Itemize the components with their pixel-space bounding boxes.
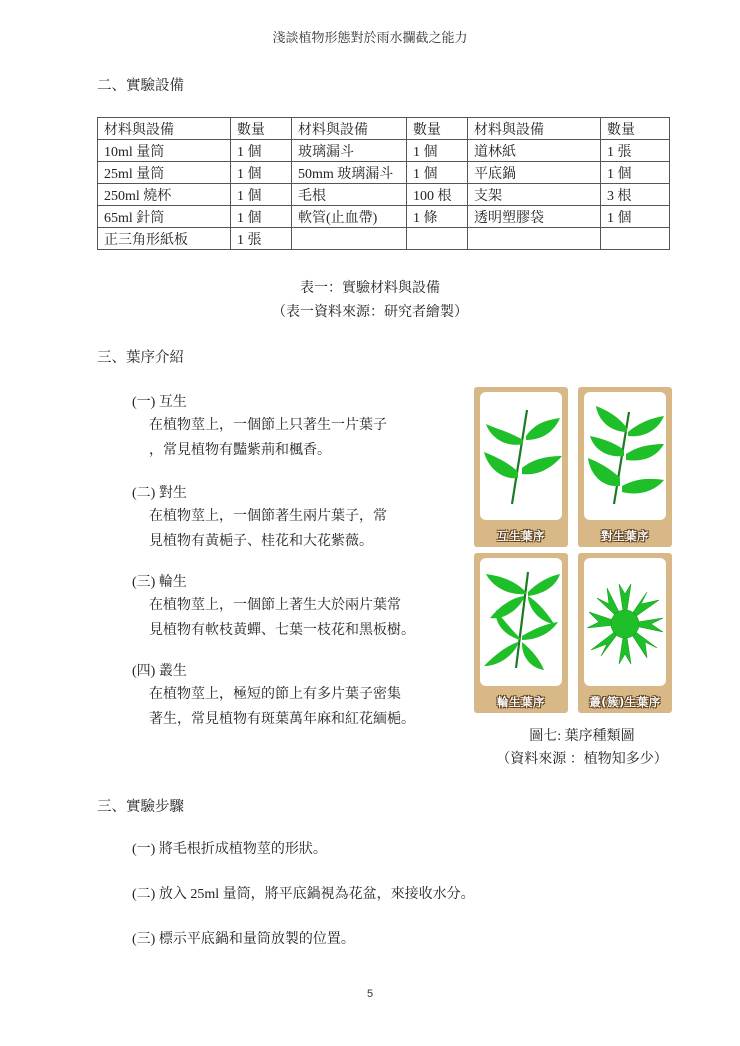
table-cell: 玻璃漏斗 xyxy=(292,140,407,162)
card-whorled-phyllotaxy xyxy=(474,553,568,713)
table-cell xyxy=(292,228,407,250)
table-row xyxy=(98,162,670,184)
table-row xyxy=(98,228,670,250)
phyllotaxy-item-clustered xyxy=(132,660,415,732)
card-opposite-phyllotaxy xyxy=(578,387,672,547)
table-cell: 1 張 xyxy=(231,228,292,250)
table-row xyxy=(98,140,670,162)
table-cell: 1 個 xyxy=(601,206,670,228)
item-title: (三) 輪生 xyxy=(132,575,187,590)
table-cell: 支架 xyxy=(468,184,601,206)
table-row xyxy=(98,184,670,206)
card-label: 輪生葉序 xyxy=(497,695,545,709)
item-title: (四) 叢生 xyxy=(132,664,187,679)
card-alternate-phyllotaxy xyxy=(474,387,568,547)
table-header-cell: 數量 xyxy=(231,118,292,140)
item-line: 在植物莖上，一個節上只著生一片葉子 xyxy=(149,418,387,433)
item-body xyxy=(149,504,387,554)
figure-source: （資料來源 ：植物知多少） xyxy=(496,752,668,767)
table-cell: 10ml 量筒 xyxy=(98,140,231,162)
item-body xyxy=(149,682,415,732)
item-line: 在植物莖上，極短的節上有多片葉子密集 xyxy=(149,687,401,702)
table-cell: 50mm 玻璃漏斗 xyxy=(292,162,407,184)
figure-caption: 圖七: 葉序種類圖 xyxy=(529,729,635,744)
table-header-cell: 材料與設備 xyxy=(292,118,407,140)
item-line: ，常見植物有豔紫荊和楓香。 xyxy=(149,443,331,458)
table-cell: 毛根 xyxy=(292,184,407,206)
step-item: (一) 將毛根折成植物莖的形狀。 xyxy=(132,842,327,857)
item-title: (二) 對生 xyxy=(132,486,187,501)
table-header-cell: 數量 xyxy=(601,118,670,140)
table-cell: 平底鍋 xyxy=(468,162,601,184)
table-cell: 1 個 xyxy=(231,184,292,206)
table-cell: 1 條 xyxy=(407,206,468,228)
item-line: 見植物有黃梔子、桂花和大花紫薇。 xyxy=(149,534,373,549)
table-cell: 1 個 xyxy=(231,140,292,162)
alternate-leaf-icon xyxy=(480,392,562,520)
table-row xyxy=(98,206,670,228)
running-header: 淺談植物形態對於雨水攔截之能力 xyxy=(272,30,468,45)
item-line: 在植物莖上，一個節著生兩片葉子，常 xyxy=(149,509,387,524)
table-cell: 1 個 xyxy=(231,162,292,184)
item-title: (一) 互生 xyxy=(132,395,187,410)
phyllotaxy-item-alternate xyxy=(132,391,387,463)
card-label: 叢(簇)生葉序 xyxy=(589,695,661,709)
table-cell: 軟管(止血帶) xyxy=(292,206,407,228)
step-item: (二) 放入 25ml 量筒，將平底鍋視為花盆，來接收水分。 xyxy=(132,887,475,902)
table-header-cell: 材料與設備 xyxy=(468,118,601,140)
table-cell xyxy=(468,228,601,250)
table-cell: 正三角形紙板 xyxy=(98,228,231,250)
table-cell xyxy=(407,228,468,250)
phyllotaxy-item-whorled xyxy=(132,571,415,643)
whorled-leaf-icon xyxy=(480,558,562,686)
item-line: 在植物莖上，一個節上著生大於兩片葉常 xyxy=(149,598,401,613)
table-source: （表一資料來源：研究者繪製） xyxy=(272,305,468,320)
table-cell: 1 個 xyxy=(601,162,670,184)
table-cell: 透明塑膠袋 xyxy=(468,206,601,228)
step-item: (三) 標示平底鍋和量筒放製的位置。 xyxy=(132,932,355,947)
table-header-cell: 數量 xyxy=(407,118,468,140)
table-cell: 25ml 量筒 xyxy=(98,162,231,184)
clustered-leaf-icon xyxy=(584,558,666,686)
table-cell: 道林紙 xyxy=(468,140,601,162)
page-number: 5 xyxy=(366,988,374,1000)
table-cell xyxy=(601,228,670,250)
table-cell: 65ml 針筒 xyxy=(98,206,231,228)
card-label: 互生葉序 xyxy=(497,529,545,543)
table-cell: 250ml 燒杯 xyxy=(98,184,231,206)
item-line: 見植物有軟枝黃蟬、七葉一枝花和黑板樹。 xyxy=(149,623,415,638)
card-label: 對生葉序 xyxy=(601,529,649,543)
card-clustered-phyllotaxy xyxy=(578,553,672,713)
table-caption: 表一：實驗材料與設備 xyxy=(300,281,440,296)
section-heading-phyllotaxy: 三、葉序介紹 xyxy=(97,350,184,366)
item-body xyxy=(149,413,387,463)
table-cell: 3 根 xyxy=(601,184,670,206)
section-heading-equipment: 二、實驗設備 xyxy=(97,78,184,94)
item-body xyxy=(149,593,415,643)
section-heading-steps: 三、實驗步驟 xyxy=(97,799,184,815)
table-cell: 1 個 xyxy=(407,140,468,162)
phyllotaxy-item-opposite xyxy=(132,482,387,554)
materials-table xyxy=(97,117,670,250)
opposite-leaf-icon xyxy=(584,392,666,520)
table-cell: 1 個 xyxy=(231,206,292,228)
table-cell: 1 張 xyxy=(601,140,670,162)
table-cell: 100 根 xyxy=(407,184,468,206)
table-cell: 1 個 xyxy=(407,162,468,184)
table-header-cell: 材料與設備 xyxy=(98,118,231,140)
item-line: 著生，常見植物有斑葉萬年麻和紅花緬梔。 xyxy=(149,712,415,727)
table-header-row xyxy=(98,118,670,140)
